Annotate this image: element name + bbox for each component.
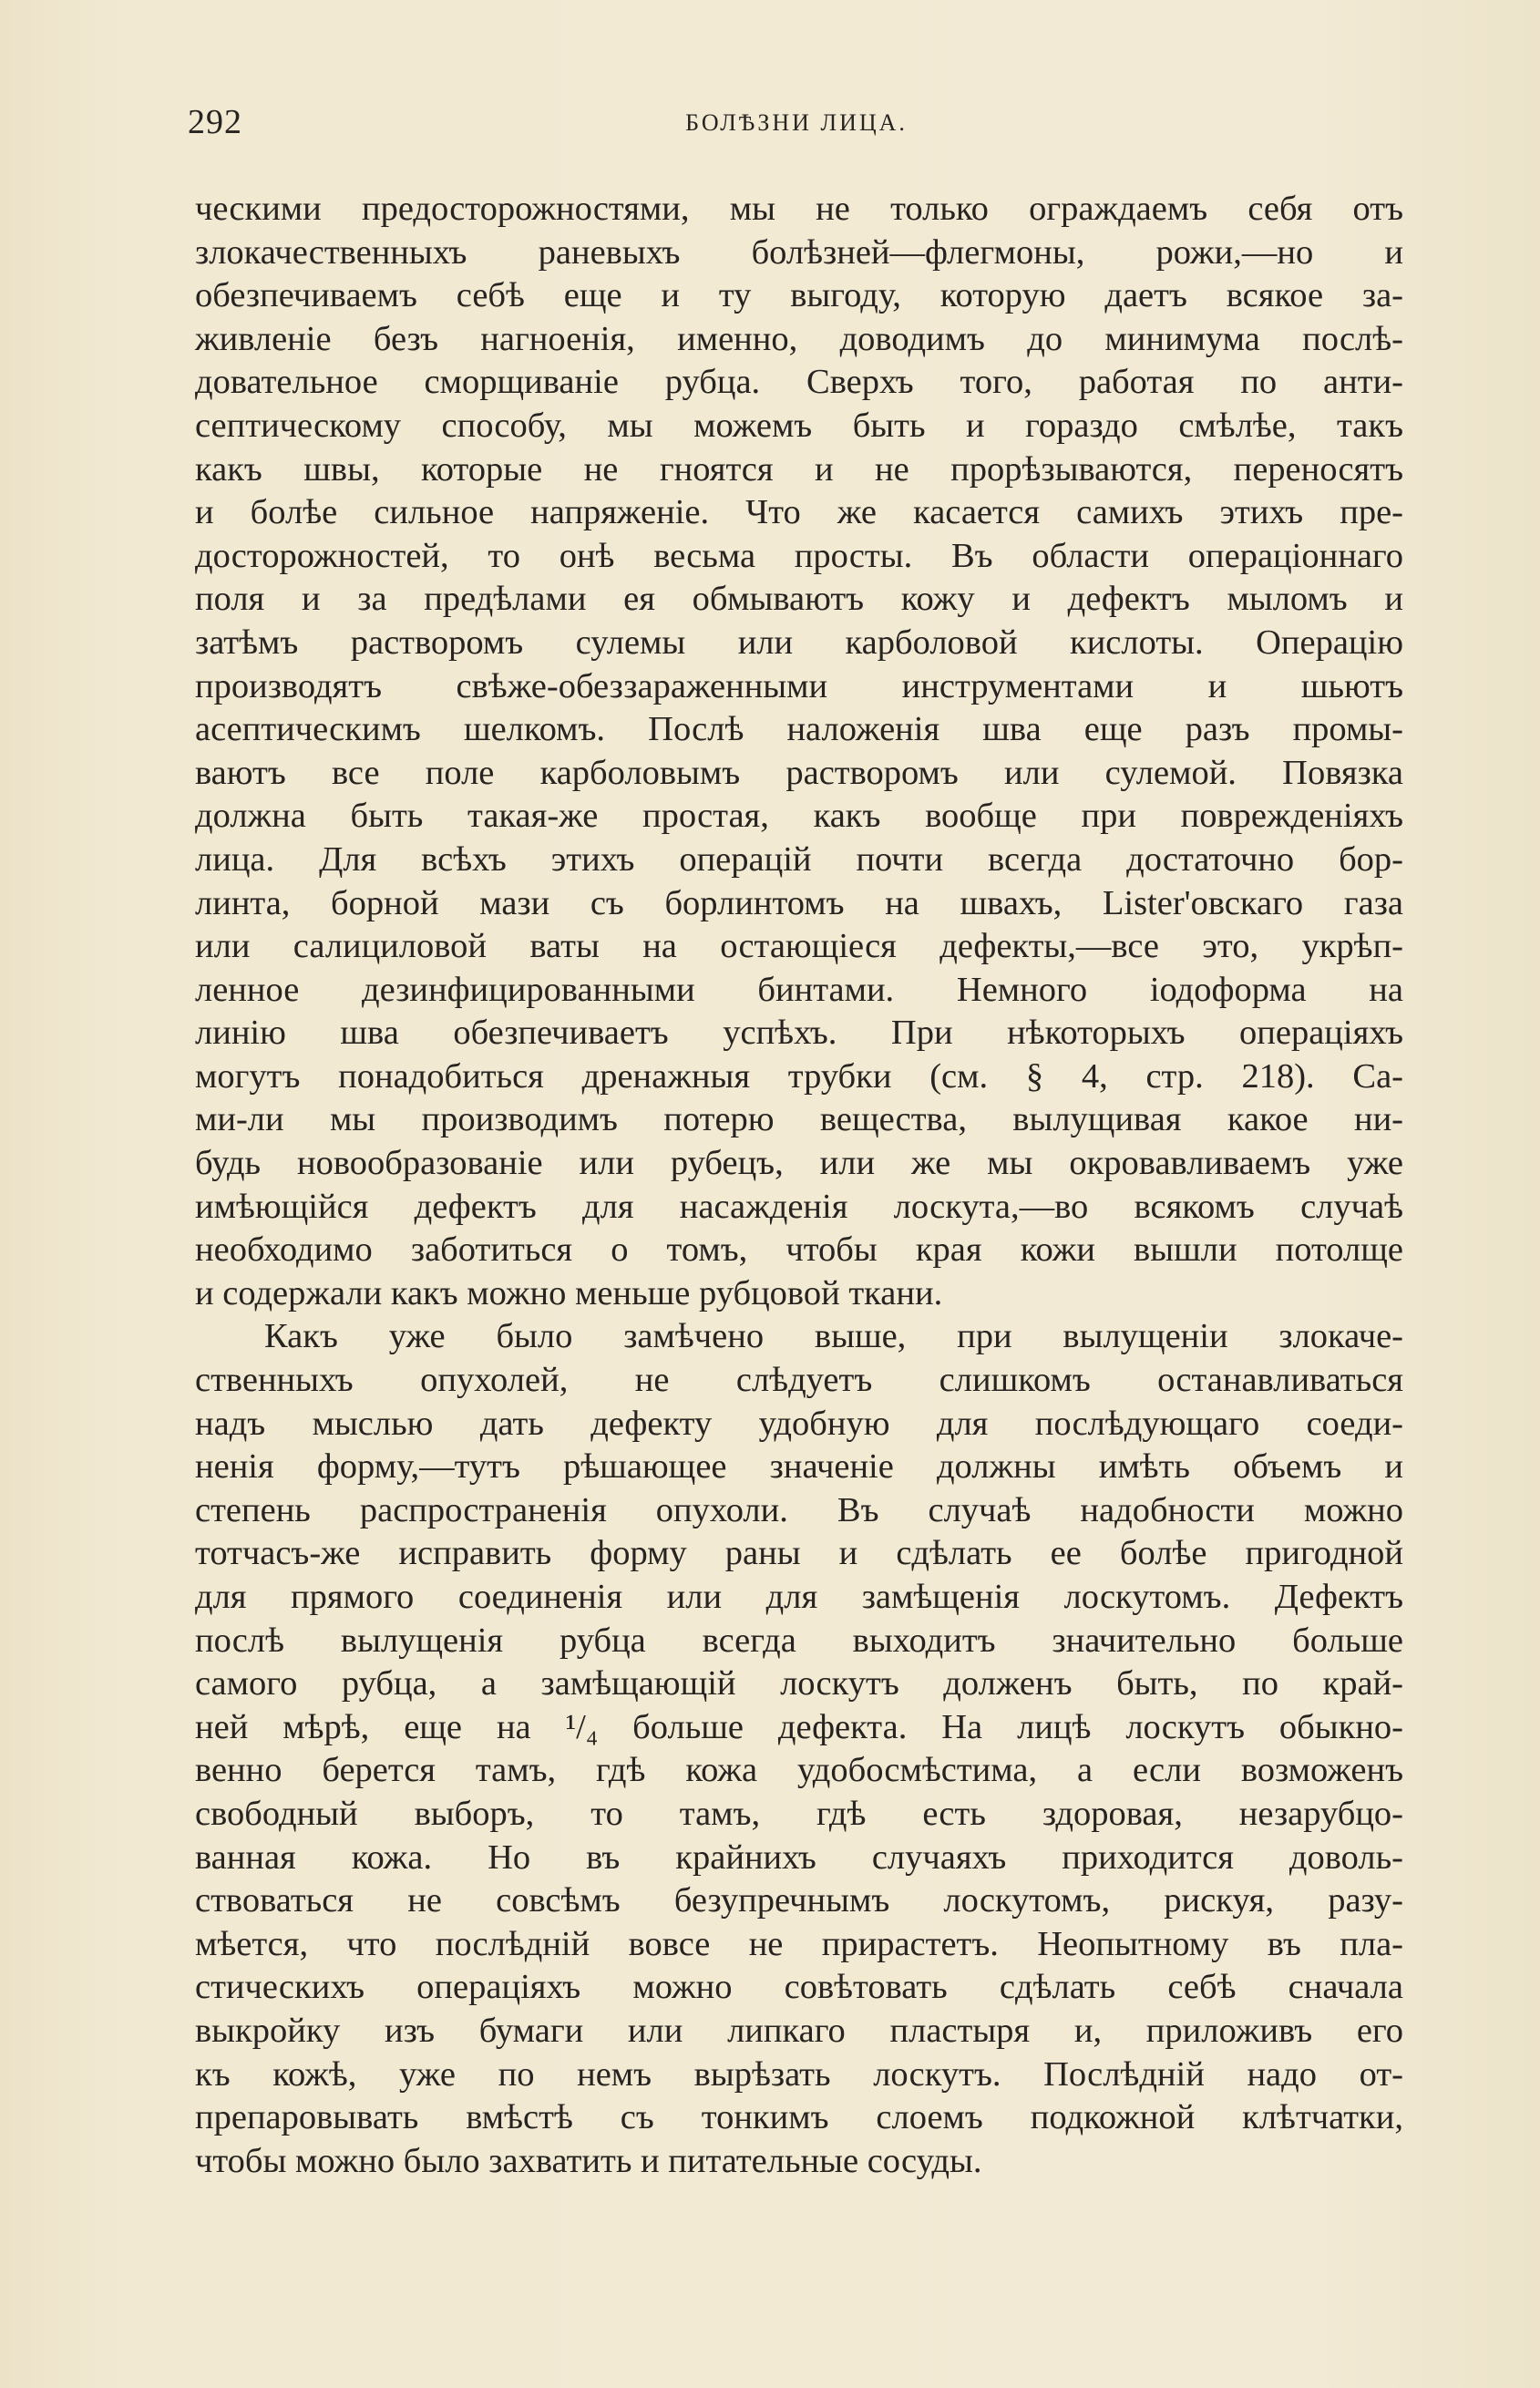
text-line: и болѣе сильное напряженіе. Что же касается самихъ этихъ пре- — [195, 493, 1403, 532]
text-line: венно берется тамъ, гдѣ кожа удобосмѣстима, а если возможенъ — [195, 1751, 1403, 1790]
text-line: ствоваться не совсѣмъ безупречнымъ лоскутомъ, рискуя, разу- — [195, 1881, 1403, 1920]
text-line: чтобы можно было захватить и питательные сосуды. — [195, 2141, 982, 2180]
text-line: затѣмъ растворомъ сулемы или карболовой кислоты. Операцію — [195, 623, 1403, 662]
text-line: производятъ свѣже-обеззараженными инструментами и шьютъ — [195, 666, 1403, 705]
text-line: могутъ понадобиться дренажныя трубки (см. § 4, стр. 218). Са- — [195, 1056, 1403, 1096]
paragraph-2 — [195, 1315, 1403, 2183]
running-head: БОЛѢЗНИ ЛИЦА. — [685, 109, 908, 136]
text-line: выкройку изъ бумаги или липкаго пластыря и, приложивъ его — [195, 2011, 1403, 2050]
text-line: имѣющійся дефектъ для насажденія лоскута,—во всякомъ случаѣ — [195, 1187, 1403, 1226]
text-line: ленное дезинфицированными бинтами. Немного іодоформа на — [195, 970, 1403, 1009]
paragraph-1 — [195, 188, 1403, 1315]
text-line: линта, борной мази съ борлинтомъ на швахъ, Lister'овскаго газа — [195, 883, 1403, 922]
text-line: ваютъ все поле карболовымъ растворомъ или сулемой. Повязка — [195, 753, 1403, 792]
text-line: степень распространенія опухоли. Въ случаѣ надобности можно — [195, 1490, 1403, 1529]
text-line: мѣется, что послѣдній вовсе не прирастетъ. Неопытному въ пла- — [195, 1924, 1403, 1963]
text-line: какъ швы, которые не гноятся и не прорѣзываются, переносятъ — [195, 449, 1403, 489]
text-line: септическому способу, мы можемъ быть и гораздо смѣлѣе, такъ — [195, 406, 1403, 445]
text-line: тотчасъ-же исправить форму раны и сдѣлать ее болѣе пригодной — [195, 1534, 1403, 1573]
text-line: необходимо заботиться о томъ, чтобы края кожи вышли потолще — [195, 1230, 1403, 1270]
page-number: 292 — [188, 103, 242, 141]
text-line: ственныхъ опухолей, не слѣдуетъ слишкомъ останавливаться — [195, 1361, 1403, 1400]
text-line: досторожностей, то онѣ весьма просты. Въ области операціоннаго — [195, 536, 1403, 575]
text-line: препаровывать вмѣстѣ съ тонкимъ слоемъ подкожной клѣтчатки, — [195, 2098, 1403, 2137]
text-line: ми-ли мы производимъ потерю вещества, вылущивая какое ни- — [195, 1100, 1403, 1139]
text-line: обезпечиваемъ себѣ еще и ту выгоду, которую даетъ всякое за- — [195, 276, 1403, 315]
text-line: линію шва обезпечиваетъ успѣхъ. При нѣкоторыхъ операціяхъ — [195, 1014, 1403, 1053]
text-line: Какъ уже было замѣчено выше, при вылущеніи злокаче- — [264, 1317, 1403, 1356]
text-line: злокачественныхъ раневыхъ болѣзней—флегмоны, рожи,—но и — [195, 232, 1403, 272]
text-line: или салициловой ваты на остающіеся дефекты,—все это, укрѣп- — [195, 927, 1403, 966]
text-line: ческими предосторожностями, мы не только ограждаемъ себя отъ — [195, 190, 1403, 228]
text-line: свободный выборъ, то тамъ, гдѣ есть здоровая, незарубцо- — [195, 1794, 1403, 1833]
text-line: поля и за предѣлами ея обмываютъ кожу и дефектъ мыломъ и — [195, 580, 1403, 619]
text-line: должна быть такая-же простая, какъ вообще при поврежденіяхъ — [195, 797, 1403, 836]
text-line: стическихъ операціяхъ можно совѣтовать сдѣлать себѣ сначала — [195, 1968, 1403, 2007]
page-header — [188, 102, 1405, 148]
text-line: самого рубца, а замѣщающій лоскутъ долженъ быть, по край- — [195, 1664, 1403, 1704]
text-line: ней мѣрѣ, еще на ¹/₄ больше дефекта. На лицѣ лоскутъ обыкно- — [195, 1707, 1403, 1746]
text-line: живленіе безъ нагноенія, именно, доводимъ до минимума послѣ- — [195, 319, 1403, 358]
text-line: послѣ вылущенія рубца всегда выходитъ значительно больше — [195, 1621, 1403, 1660]
text-line: и содержали какъ можно меньше рубцовой ткани. — [195, 1273, 943, 1312]
text-line: довательное сморщиваніе рубца. Сверхъ того, работая по анти- — [195, 363, 1403, 402]
text-line: надъ мыслью дать дефекту удобную для послѣдующаго соеди- — [195, 1404, 1403, 1443]
text-line: къ кожѣ, уже по немъ вырѣзать лоскутъ. Послѣдній надо от- — [195, 2054, 1403, 2094]
text-line: асептическимъ шелкомъ. Послѣ наложенія шва еще разъ промы- — [195, 710, 1403, 749]
text-line: для прямого соединенія или для замѣщенія лоскутомъ. Дефектъ — [195, 1578, 1403, 1616]
text-line: лица. Для всѣхъ этихъ операцій почти всегда достаточно бор- — [195, 839, 1403, 879]
body-text — [195, 188, 1403, 2183]
text-line: будь новообразованіе или рубецъ, или же мы окровавливаемъ уже — [195, 1144, 1403, 1183]
text-line: ненія форму,—тутъ рѣшающее значеніе должны имѣть объемъ и — [195, 1447, 1403, 1487]
text-line: ванная кожа. Но въ крайнихъ случаяхъ приходится доволь- — [195, 1837, 1403, 1877]
